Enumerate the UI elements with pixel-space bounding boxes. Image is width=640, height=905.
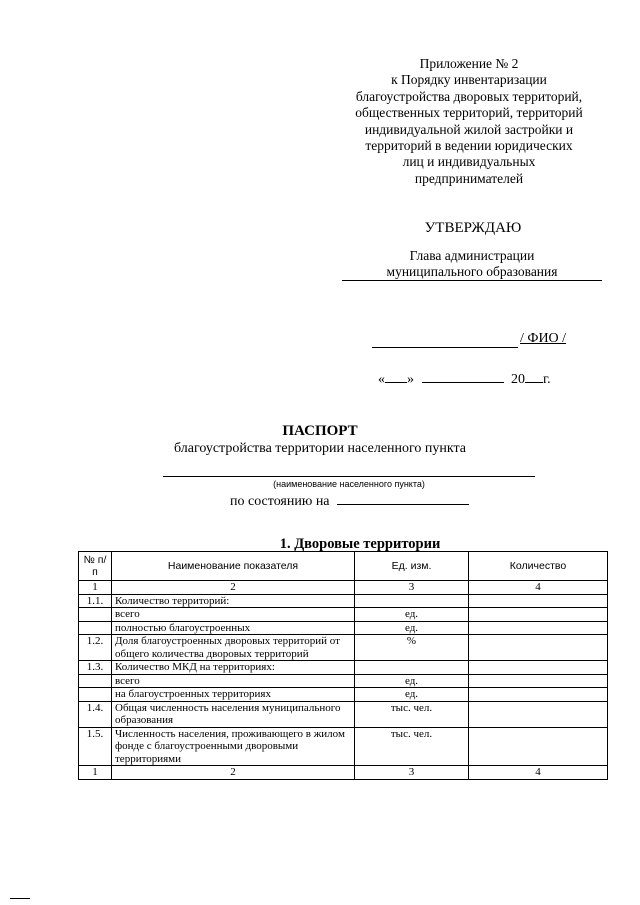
table-header-row [79, 552, 608, 581]
row-name: Численность населения, проживающего в жилом фонде с благоустроенными дворовыми территориями [112, 727, 355, 766]
col-number: 4 [469, 766, 608, 780]
year-prefix: 20 [511, 372, 525, 387]
row-name: всего [112, 608, 355, 622]
col-number: 1 [79, 581, 112, 595]
approval-position-line: муниципального образования [386, 264, 558, 279]
row-unit: ед. [355, 674, 469, 688]
appendix-line: лиц и индивидуальных [402, 154, 536, 170]
table-row [79, 701, 608, 727]
header-name: Наименование показателя [112, 552, 355, 581]
passport-subtitle: благоустройства территории населенного пункта [173, 441, 467, 456]
col-number: 2 [112, 581, 355, 595]
table-row [79, 594, 608, 608]
day-blank [385, 370, 407, 383]
row-qty[interactable] [469, 661, 608, 675]
row-qty[interactable] [469, 635, 608, 661]
table-row [79, 674, 608, 688]
settlement-name-hint: (наименование населенного пункта) [273, 479, 425, 489]
row-unit: ед. [355, 688, 469, 702]
row-num [79, 608, 112, 622]
appendix-line: к Порядку инвентаризации [391, 72, 547, 88]
passport-title: ПАСПОРТ [282, 423, 358, 439]
as-of-date [230, 492, 469, 510]
row-name: Доля благоустроенных дворовых территорий от общего количества дворовых территорий [112, 635, 355, 661]
appendix-line: территорий в ведении юридических [365, 138, 573, 154]
row-num: 1.4. [79, 701, 112, 727]
row-qty[interactable] [469, 594, 608, 608]
col-number: 2 [112, 766, 355, 780]
signature-fio-label: / ФИО / [520, 331, 567, 346]
row-num: 1.5. [79, 727, 112, 766]
table-row [79, 621, 608, 635]
appendix-line: благоустройства дворовых территорий, [355, 88, 583, 104]
row-unit: ед. [355, 621, 469, 635]
col-number: 1 [79, 766, 112, 780]
month-blank [422, 370, 504, 383]
table-row [79, 608, 608, 622]
indicators-table [78, 551, 608, 780]
row-num: 1.3. [79, 661, 112, 675]
row-qty[interactable] [469, 608, 608, 622]
header-num: № п/п [79, 552, 112, 581]
approval-position [342, 248, 602, 280]
col-number: 4 [469, 581, 608, 595]
table-row [79, 727, 608, 766]
approval-title: УТВЕРЖДАЮ [424, 220, 522, 236]
row-unit: тыс. чел. [355, 701, 469, 727]
signature-line [372, 347, 518, 348]
row-num: 1.1. [79, 594, 112, 608]
row-num [79, 674, 112, 688]
row-num [79, 621, 112, 635]
col-number: 3 [355, 581, 469, 595]
row-unit: % [355, 635, 469, 661]
row-name: Общая численность населения муниципального образования [112, 701, 355, 727]
appendix-line: Приложение № 2 [419, 56, 519, 71]
as-of-label: по состоянию на [230, 494, 330, 509]
row-name: Количество МКД на территориях: [112, 661, 355, 675]
row-qty[interactable] [469, 701, 608, 727]
row-qty[interactable] [469, 688, 608, 702]
row-qty[interactable] [469, 727, 608, 766]
row-unit: ед. [355, 608, 469, 622]
appendix-line: предпринимателей [414, 170, 524, 186]
row-num [79, 688, 112, 702]
row-name: на благоустроенных территориях [112, 688, 355, 702]
year-suffix: г. [543, 372, 551, 387]
approval-date [378, 370, 551, 388]
appendix-line: индивидуальной жилой застройки и [364, 121, 574, 137]
row-unit: тыс. чел. [355, 727, 469, 766]
row-qty[interactable] [469, 674, 608, 688]
approval-position-line: Глава администрации [409, 248, 535, 263]
date-open-quote: « [378, 372, 385, 387]
row-name: всего [112, 674, 355, 688]
footer-number-row [79, 766, 608, 780]
row-qty[interactable] [469, 621, 608, 635]
row-unit [355, 594, 469, 608]
settlement-name-line [163, 476, 535, 477]
header-qty: Количество [469, 552, 608, 581]
header-unit: Ед. изм. [355, 552, 469, 581]
position-underline [342, 280, 602, 281]
header-number-row [79, 581, 608, 595]
table-row [79, 635, 608, 661]
date-close-quote: » [407, 372, 414, 387]
table-row [79, 688, 608, 702]
col-number: 3 [355, 766, 469, 780]
as-of-blank [337, 492, 469, 505]
year-blank [525, 370, 543, 383]
row-name: Количество территорий: [112, 594, 355, 608]
appendix-line: общественных территорий, территорий [355, 105, 583, 121]
row-num: 1.2. [79, 635, 112, 661]
row-name: полностью благоустроенных [112, 621, 355, 635]
appendix-block [338, 56, 600, 187]
page-edge-mark [10, 898, 30, 899]
row-unit [355, 661, 469, 675]
section-title: 1. Дворовые территории [279, 536, 441, 552]
table-row [79, 661, 608, 675]
